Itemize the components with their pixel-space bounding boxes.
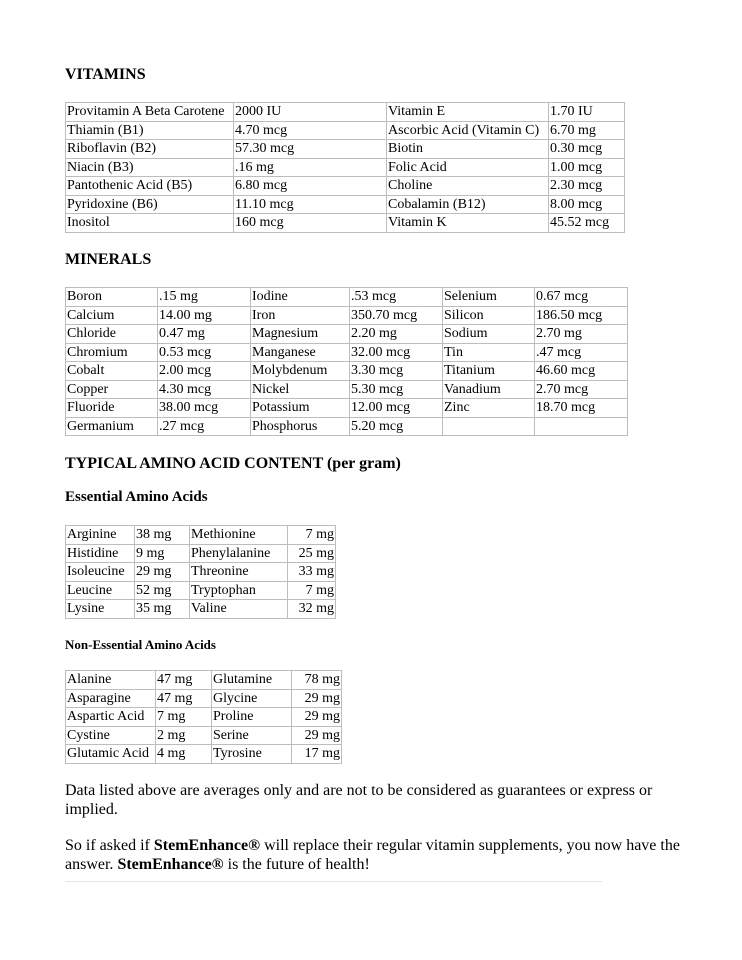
table-cell: Cystine — [66, 726, 156, 745]
essential-amino-table — [65, 525, 336, 619]
amino-heading: TYPICAL AMINO ACID CONTENT (per gram) — [65, 455, 401, 472]
table-cell: Alanine — [66, 671, 156, 690]
table-cell: Ascorbic Acid (Vitamin C) — [387, 121, 549, 140]
table-cell: Cobalt — [66, 362, 158, 381]
table-cell: Leucine — [66, 581, 135, 600]
table-cell: Sodium — [443, 325, 535, 344]
table-cell: 0.53 mcg — [158, 343, 251, 362]
table-cell: .15 mg — [158, 288, 251, 307]
table-cell: Folic Acid — [387, 158, 549, 177]
table-row — [66, 581, 336, 600]
table-cell: Magnesium — [251, 325, 350, 344]
table-cell: 2 mg — [156, 726, 212, 745]
table-cell: 25 mg — [288, 544, 336, 563]
table-cell: 2.70 mg — [535, 325, 628, 344]
table-row — [66, 563, 336, 582]
table-cell: 29 mg — [135, 563, 190, 582]
closing-text-1: So if asked if — [65, 837, 154, 854]
table-cell: 45.52 mcg — [549, 214, 625, 233]
table-cell: Vitamin E — [387, 103, 549, 122]
table-cell: 47 mg — [156, 689, 212, 708]
table-row — [66, 158, 625, 177]
table-cell: Titanium — [443, 362, 535, 381]
closing-paragraph — [65, 836, 685, 874]
table-cell: 160 mcg — [234, 214, 387, 233]
table-cell: 5.20 mcg — [350, 417, 443, 436]
table-row — [66, 343, 628, 362]
table-cell: 1.00 mcg — [549, 158, 625, 177]
table-cell: .47 mcg — [535, 343, 628, 362]
table-row — [66, 140, 625, 159]
table-row — [66, 726, 342, 745]
table-cell: Glutamic Acid — [66, 745, 156, 764]
table-cell: Choline — [387, 177, 549, 196]
table-cell: Tryptophan — [190, 581, 288, 600]
table-cell: 0.30 mcg — [549, 140, 625, 159]
table-cell: 4 mg — [156, 745, 212, 764]
table-cell: Inositol — [66, 214, 234, 233]
table-cell: 7 mg — [288, 526, 336, 545]
table-cell: Vitamin K — [387, 214, 549, 233]
table-row — [66, 103, 625, 122]
table-cell: Arginine — [66, 526, 135, 545]
table-cell: 46.60 mcg — [535, 362, 628, 381]
table-row — [66, 121, 625, 140]
table-cell: .27 mcg — [158, 417, 251, 436]
table-cell: Nickel — [251, 380, 350, 399]
table-cell: 3.30 mcg — [350, 362, 443, 381]
table-cell: Calcium — [66, 306, 158, 325]
table-row — [66, 177, 625, 196]
table-cell: Molybdenum — [251, 362, 350, 381]
table-cell: 33 mg — [288, 563, 336, 582]
table-cell: 11.10 mcg — [234, 195, 387, 214]
table-cell: 18.70 mcg — [535, 399, 628, 418]
non-essential-amino-heading: Non-Essential Amino Acids — [65, 637, 216, 652]
table-cell: 186.50 mcg — [535, 306, 628, 325]
table-cell: .53 mcg — [350, 288, 443, 307]
table-cell: Valine — [190, 600, 288, 619]
table-cell: 2000 IU — [234, 103, 387, 122]
table-cell: Asparagine — [66, 689, 156, 708]
table-cell: Threonine — [190, 563, 288, 582]
table-cell: Serine — [212, 726, 292, 745]
table-cell: Phenylalanine — [190, 544, 288, 563]
table-cell: 47 mg — [156, 671, 212, 690]
table-cell: .16 mg — [234, 158, 387, 177]
vitamins-heading: VITAMINS — [65, 66, 146, 83]
table-cell: 2.20 mg — [350, 325, 443, 344]
table-cell: 12.00 mcg — [350, 399, 443, 418]
table-cell: Isoleucine — [66, 563, 135, 582]
table-cell: 35 mg — [135, 600, 190, 619]
table-cell: Pyridoxine (B6) — [66, 195, 234, 214]
closing-text-3: is the future of health! — [223, 856, 370, 873]
table-row — [66, 600, 336, 619]
table-cell: Riboflavin (B2) — [66, 140, 234, 159]
table-cell: Niacin (B3) — [66, 158, 234, 177]
table-cell: Phosphorus — [251, 417, 350, 436]
brand-name: StemEnhance® — [117, 856, 224, 873]
table-cell: 4.30 mcg — [158, 380, 251, 399]
table-row — [66, 306, 628, 325]
table-row — [66, 544, 336, 563]
table-cell: 4.70 mcg — [234, 121, 387, 140]
table-row — [66, 362, 628, 381]
table-cell: 17 mg — [292, 745, 342, 764]
non-essential-amino-table — [65, 670, 342, 764]
table-cell: 2.70 mcg — [535, 380, 628, 399]
table-cell: Germanium — [66, 417, 158, 436]
table-cell: Iron — [251, 306, 350, 325]
closing-text-2: will replace their regular vitamin supplements, you now have the answer. — [65, 837, 680, 873]
table-cell: 38.00 mcg — [158, 399, 251, 418]
table-cell: Tyrosine — [212, 745, 292, 764]
table-row — [66, 380, 628, 399]
table-row — [66, 288, 628, 307]
table-cell: 7 mg — [156, 708, 212, 727]
table-cell: 0.47 mg — [158, 325, 251, 344]
table-row — [66, 708, 342, 727]
table-cell: 38 mg — [135, 526, 190, 545]
table-cell: 6.80 mcg — [234, 177, 387, 196]
table-cell: Aspartic Acid — [66, 708, 156, 727]
table-cell: Provitamin A Beta Carotene — [66, 103, 234, 122]
table-cell: Biotin — [387, 140, 549, 159]
table-cell: Fluoride — [66, 399, 158, 418]
table-cell: Cobalamin (B12) — [387, 195, 549, 214]
table-cell: Pantothenic Acid (B5) — [66, 177, 234, 196]
essential-amino-heading: Essential Amino Acids — [65, 489, 208, 505]
table-cell: 52 mg — [135, 581, 190, 600]
table-cell: Manganese — [251, 343, 350, 362]
table-cell: Proline — [212, 708, 292, 727]
table-cell: Histidine — [66, 544, 135, 563]
table-row — [66, 417, 628, 436]
table-cell: 29 mg — [292, 726, 342, 745]
table-row — [66, 399, 628, 418]
table-cell: 350.70 mcg — [350, 306, 443, 325]
disclaimer-text: Data listed above are averages only and are not to be considered as guarantees or express or implied. — [65, 782, 653, 818]
table-cell: 14.00 mg — [158, 306, 251, 325]
table-cell: Methionine — [190, 526, 288, 545]
table-cell: Chromium — [66, 343, 158, 362]
table-cell: 2.00 mcg — [158, 362, 251, 381]
table-row — [66, 195, 625, 214]
table-cell: 8.00 mcg — [549, 195, 625, 214]
table-cell: Boron — [66, 288, 158, 307]
table-cell: Vanadium — [443, 380, 535, 399]
table-cell: Thiamin (B1) — [66, 121, 234, 140]
table-cell: 2.30 mcg — [549, 177, 625, 196]
table-cell: Selenium — [443, 288, 535, 307]
table-cell: 5.30 mcg — [350, 380, 443, 399]
table-row — [66, 745, 342, 764]
minerals-heading: MINERALS — [65, 251, 152, 268]
table-cell: 32 mg — [288, 600, 336, 619]
table-cell: Potassium — [251, 399, 350, 418]
table-cell: Zinc — [443, 399, 535, 418]
table-cell: 57.30 mcg — [234, 140, 387, 159]
table-cell: 0.67 mcg — [535, 288, 628, 307]
table-cell: 9 mg — [135, 544, 190, 563]
minerals-table — [65, 287, 628, 436]
table-cell: Copper — [66, 380, 158, 399]
table-cell: Glycine — [212, 689, 292, 708]
table-cell: Glutamine — [212, 671, 292, 690]
vitamins-table — [65, 102, 625, 233]
table-cell: Tin — [443, 343, 535, 362]
table-row — [66, 689, 342, 708]
table-cell: 6.70 mg — [549, 121, 625, 140]
table-cell: 29 mg — [292, 689, 342, 708]
divider — [65, 881, 602, 882]
table-cell — [443, 417, 535, 436]
table-cell: 29 mg — [292, 708, 342, 727]
table-row — [66, 526, 336, 545]
table-cell: Lysine — [66, 600, 135, 619]
table-cell — [535, 417, 628, 436]
table-row — [66, 671, 342, 690]
table-cell: 78 mg — [292, 671, 342, 690]
table-cell: Chloride — [66, 325, 158, 344]
table-row — [66, 214, 625, 233]
table-row — [66, 325, 628, 344]
table-cell: 32.00 mcg — [350, 343, 443, 362]
table-cell: 7 mg — [288, 581, 336, 600]
table-cell: 1.70 IU — [549, 103, 625, 122]
table-cell: Silicon — [443, 306, 535, 325]
table-cell: Iodine — [251, 288, 350, 307]
brand-name: StemEnhance® — [153, 837, 261, 854]
